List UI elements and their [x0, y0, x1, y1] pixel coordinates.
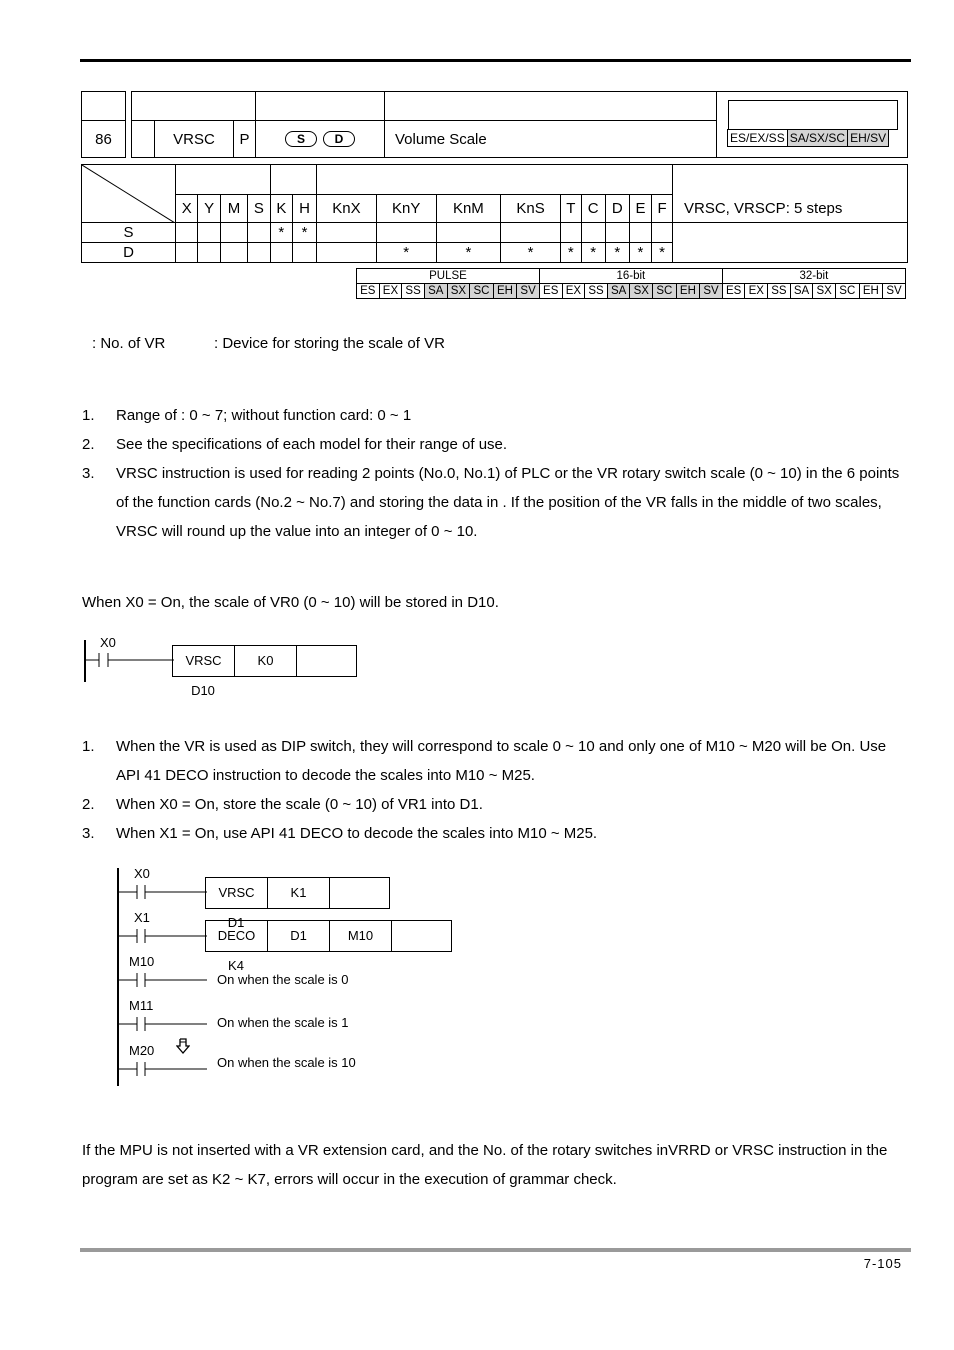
no-contact-icon — [84, 652, 174, 668]
bottom-rule — [80, 1248, 911, 1252]
col-m: M — [220, 195, 247, 223]
list-item: See the specifications of each model for their range of use. — [116, 436, 508, 453]
api-number: 86 — [81, 120, 126, 158]
steps-text: VRSC, VRSCP: 5 steps — [684, 200, 843, 217]
operand-s-icon: S — [285, 131, 317, 147]
col-k: K — [270, 195, 292, 223]
operand-d-icon: D — [323, 131, 355, 147]
col-kny: KnY — [376, 195, 436, 223]
row-label-d: D — [82, 243, 176, 263]
group-32bit: 32-bit — [722, 269, 905, 284]
pulse-flag: P — [233, 120, 256, 158]
function-name: Volume Scale — [384, 120, 717, 158]
top-rule — [80, 59, 911, 62]
col-kns: KnS — [501, 195, 561, 223]
model-es: ES/EX/SS — [727, 129, 788, 147]
list-item: When X1 = On, use API 41 DECO to decode the scales into M10 ~ M25. — [116, 825, 598, 842]
down-arrow-icon — [176, 1038, 190, 1056]
list-item: Range of : 0 ~ 7; without function card: 0 ~ 1 — [116, 407, 412, 424]
group-16bit: 16-bit — [539, 269, 722, 284]
col-knx: KnX — [317, 195, 377, 223]
col-e: E — [629, 195, 651, 223]
col-f: F — [652, 195, 673, 223]
col-h: H — [293, 195, 317, 223]
col-c: C — [581, 195, 605, 223]
no-contact-icon — [117, 928, 207, 944]
instruction-block: DECO D1 M10K4 — [205, 920, 452, 952]
model-eh: EH/SV — [847, 129, 889, 147]
list-item: When the VR is used as DIP switch, they will correspond to scale 0 ~ 10 and only one of M10 ~ M20 will be On. Use API 41 DECO instruction to decode the scales into M10 ~ M25. — [116, 738, 887, 784]
col-y: Y — [198, 195, 220, 223]
no-contact-icon — [117, 884, 207, 900]
no-contact-icon — [117, 972, 207, 988]
support-table: PULSE 16-bit 32-bit ES EX SS SA SX SC EH SV ES EX SS SA SX SC EH SV ES EX SS SA SX SC EH SV — [356, 268, 906, 299]
table-row: D * * * * * * * * — [82, 243, 908, 263]
model-panel — [716, 91, 908, 158]
model-list — [728, 129, 889, 147]
page-number: 7-105 — [863, 1256, 902, 1271]
instruction-block: VRSC K1D1 — [205, 877, 390, 909]
table-row: S * * — [82, 223, 908, 243]
group-pulse: PULSE — [357, 269, 540, 284]
col-t: T — [560, 195, 581, 223]
model-sa: SA/SX/SC — [787, 129, 848, 147]
col-d: D — [605, 195, 629, 223]
operand-s-description: : No. of VR — [92, 335, 166, 352]
diagonal-line — [82, 165, 175, 223]
col-knm: KnM — [436, 195, 501, 223]
diagonal-cell — [82, 165, 176, 223]
no-contact-icon — [117, 1061, 207, 1077]
operands — [255, 120, 385, 158]
col-x: X — [176, 195, 198, 223]
contact-label-x0: X0 — [100, 635, 116, 650]
list-item: VRSC instruction is used for reading 2 points (No.0, No.1) of PLC or the VR rotary switch scale (0 ~ 10) in the 6 points of the function cards (No.2 ~ No.7) and storing the data in . If the position of the VR falls in the middle of two scales, VRSC will round up the value into an integer of 0 ~ 10. — [116, 465, 900, 540]
col-s: S — [248, 195, 270, 223]
mnemonic: VRSC — [154, 120, 234, 158]
no-contact-icon — [117, 1016, 207, 1032]
row-label-s: S — [82, 223, 176, 243]
operand-d-description: : Device for storing the scale of VR — [214, 335, 445, 352]
program-example-text: When X0 = On, the scale of VR0 (0 ~ 10) will be stored in D10. — [82, 594, 499, 611]
instruction-block: VRSC K0D10 — [172, 645, 357, 677]
remarks-text: If the MPU is not inserted with a VR extension card, and the No. of the rotary switches inVRRD or VRSC instruction in the program are set as K2 ~ K7, errors will occur in the execution of grammar check. — [82, 1142, 888, 1188]
list-item: When X0 = On, store the scale (0 ~ 10) of VR1 into D1. — [116, 796, 483, 813]
